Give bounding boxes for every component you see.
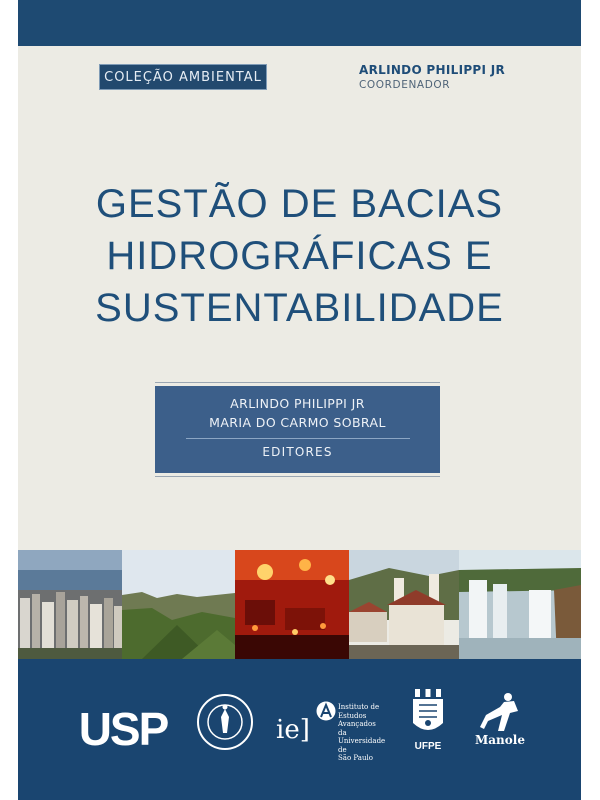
photo-strip <box>18 550 581 659</box>
title-line-3: SUSTENTABILIDADE <box>95 286 504 330</box>
bottom-band <box>18 659 581 800</box>
series-label: COLEÇÃO AMBIENTAL <box>99 64 267 90</box>
iea-text-line-1: Instituto de <box>338 703 380 711</box>
iea-text-line-4: Universidade de <box>338 737 386 754</box>
photo-city-skyline <box>18 550 122 659</box>
iea-text <box>338 703 386 763</box>
photo-green-plateau <box>122 550 235 659</box>
coordinator-role: COORDENADOR <box>359 79 451 91</box>
photo-city-night <box>235 550 349 659</box>
title-line-1: GESTÃO DE BACIAS <box>95 182 504 226</box>
editors-box <box>155 386 440 473</box>
ufpe-crest-icon <box>411 689 445 739</box>
iea-mark: ie] <box>276 715 310 745</box>
editors-top-rule <box>155 382 440 383</box>
iea-text-line-3: Avançados da <box>338 720 376 737</box>
iea-text-line-2: Estudos <box>338 711 367 720</box>
editor-name-2: MARIA DO CARMO SOBRAL <box>209 415 386 430</box>
manole-figure-icon <box>474 691 526 733</box>
editors-divider <box>186 438 410 439</box>
iea-text-line-5: São Paulo <box>338 754 373 762</box>
coordinator-name: ARLINDO PHILIPPI JR <box>359 63 506 77</box>
book-cover <box>18 0 581 800</box>
editors-role: EDITORES <box>262 445 333 459</box>
title-line-2: HIDROGRÁFICAS E <box>106 234 493 278</box>
usp-logo <box>74 705 172 751</box>
editor-name-1: ARLINDO PHILIPPI JR <box>230 396 365 411</box>
top-band <box>18 0 581 46</box>
usp-logo-text: USP <box>78 705 168 751</box>
photo-colonial-church <box>349 550 459 659</box>
ufpe-logo <box>411 689 445 753</box>
book-title <box>18 178 581 334</box>
manole-label: Manole <box>475 733 525 747</box>
manole-logo <box>474 691 526 751</box>
iea-a-icon <box>316 701 336 721</box>
photo-waterfalls <box>459 550 581 659</box>
iea-logo <box>276 701 386 762</box>
usp-faculty-seal <box>196 693 254 751</box>
ufpe-label: UFPE <box>414 741 442 752</box>
editors-bottom-rule <box>155 476 440 477</box>
